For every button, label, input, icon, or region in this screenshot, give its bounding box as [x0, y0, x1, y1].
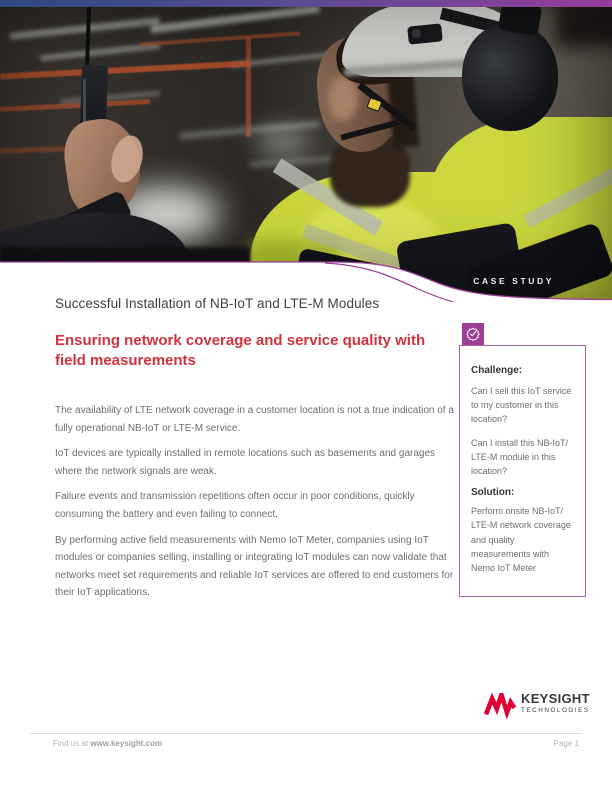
logo-subname: TECHNOLOGIES [521, 707, 590, 714]
find-us-text: Find us at [53, 739, 91, 748]
footer-find-us [53, 739, 162, 748]
paragraph: The availability of LTE network coverage in a customer location is not a true indication of a fully operational NB-IoT or LTE-M service. [55, 405, 454, 434]
hero-photo [0, 7, 612, 302]
paragraph: By performing active field measurements with Nemo IoT Meter, companies using IoT modules or companies selling, installing or integrating IoT modules can now validate that networks meet set requirements and reliable IoT services are offered to end customers for their IoT applications. [55, 534, 454, 599]
body-copy [55, 402, 459, 610]
page-title: Successful Installation of NB-IoT and LTE-M Modules [55, 296, 380, 311]
paragraph: Failure events and transmission repetitions often occur in poor conditions, quickly consuming the battery and even failing to connect. [55, 491, 415, 520]
challenge-item: Can I install this NB-IoT/ LTE-M module in this location? [471, 437, 569, 477]
paragraph: IoT devices are typically installed in remote locations such as basements and garages where the network signals are weak. [55, 448, 436, 477]
top-gradient-bar [0, 0, 612, 7]
solution-label: Solution: [471, 487, 515, 499]
solution-text: Perform onsite NB-IoT/ LTE-M network coverage and quality measurements with Nemo IoT Meter [471, 506, 571, 574]
page-heading: Ensuring network coverage and service quality with field measurements [55, 332, 426, 369]
keysight-logo [484, 692, 590, 719]
keysight-spark-icon [484, 693, 516, 719]
keysight-logo-text [521, 692, 590, 714]
rosette-check-icon [466, 327, 480, 341]
website-link[interactable]: www.keysight.com [90, 739, 163, 748]
challenge-label: Challenge: [471, 365, 523, 376]
case-study-label: CASE STUDY [473, 276, 554, 286]
page-number: Page 1 [553, 739, 579, 748]
logo-name: KEYSIGHT [521, 691, 590, 706]
hero-swoosh-curves [0, 7, 612, 302]
challenge-solution-box [459, 345, 586, 597]
footer-divider [30, 733, 582, 734]
challenge-badge [462, 323, 484, 345]
challenge-item: Can I sell this IoT service to my customer in this location? [471, 386, 572, 425]
